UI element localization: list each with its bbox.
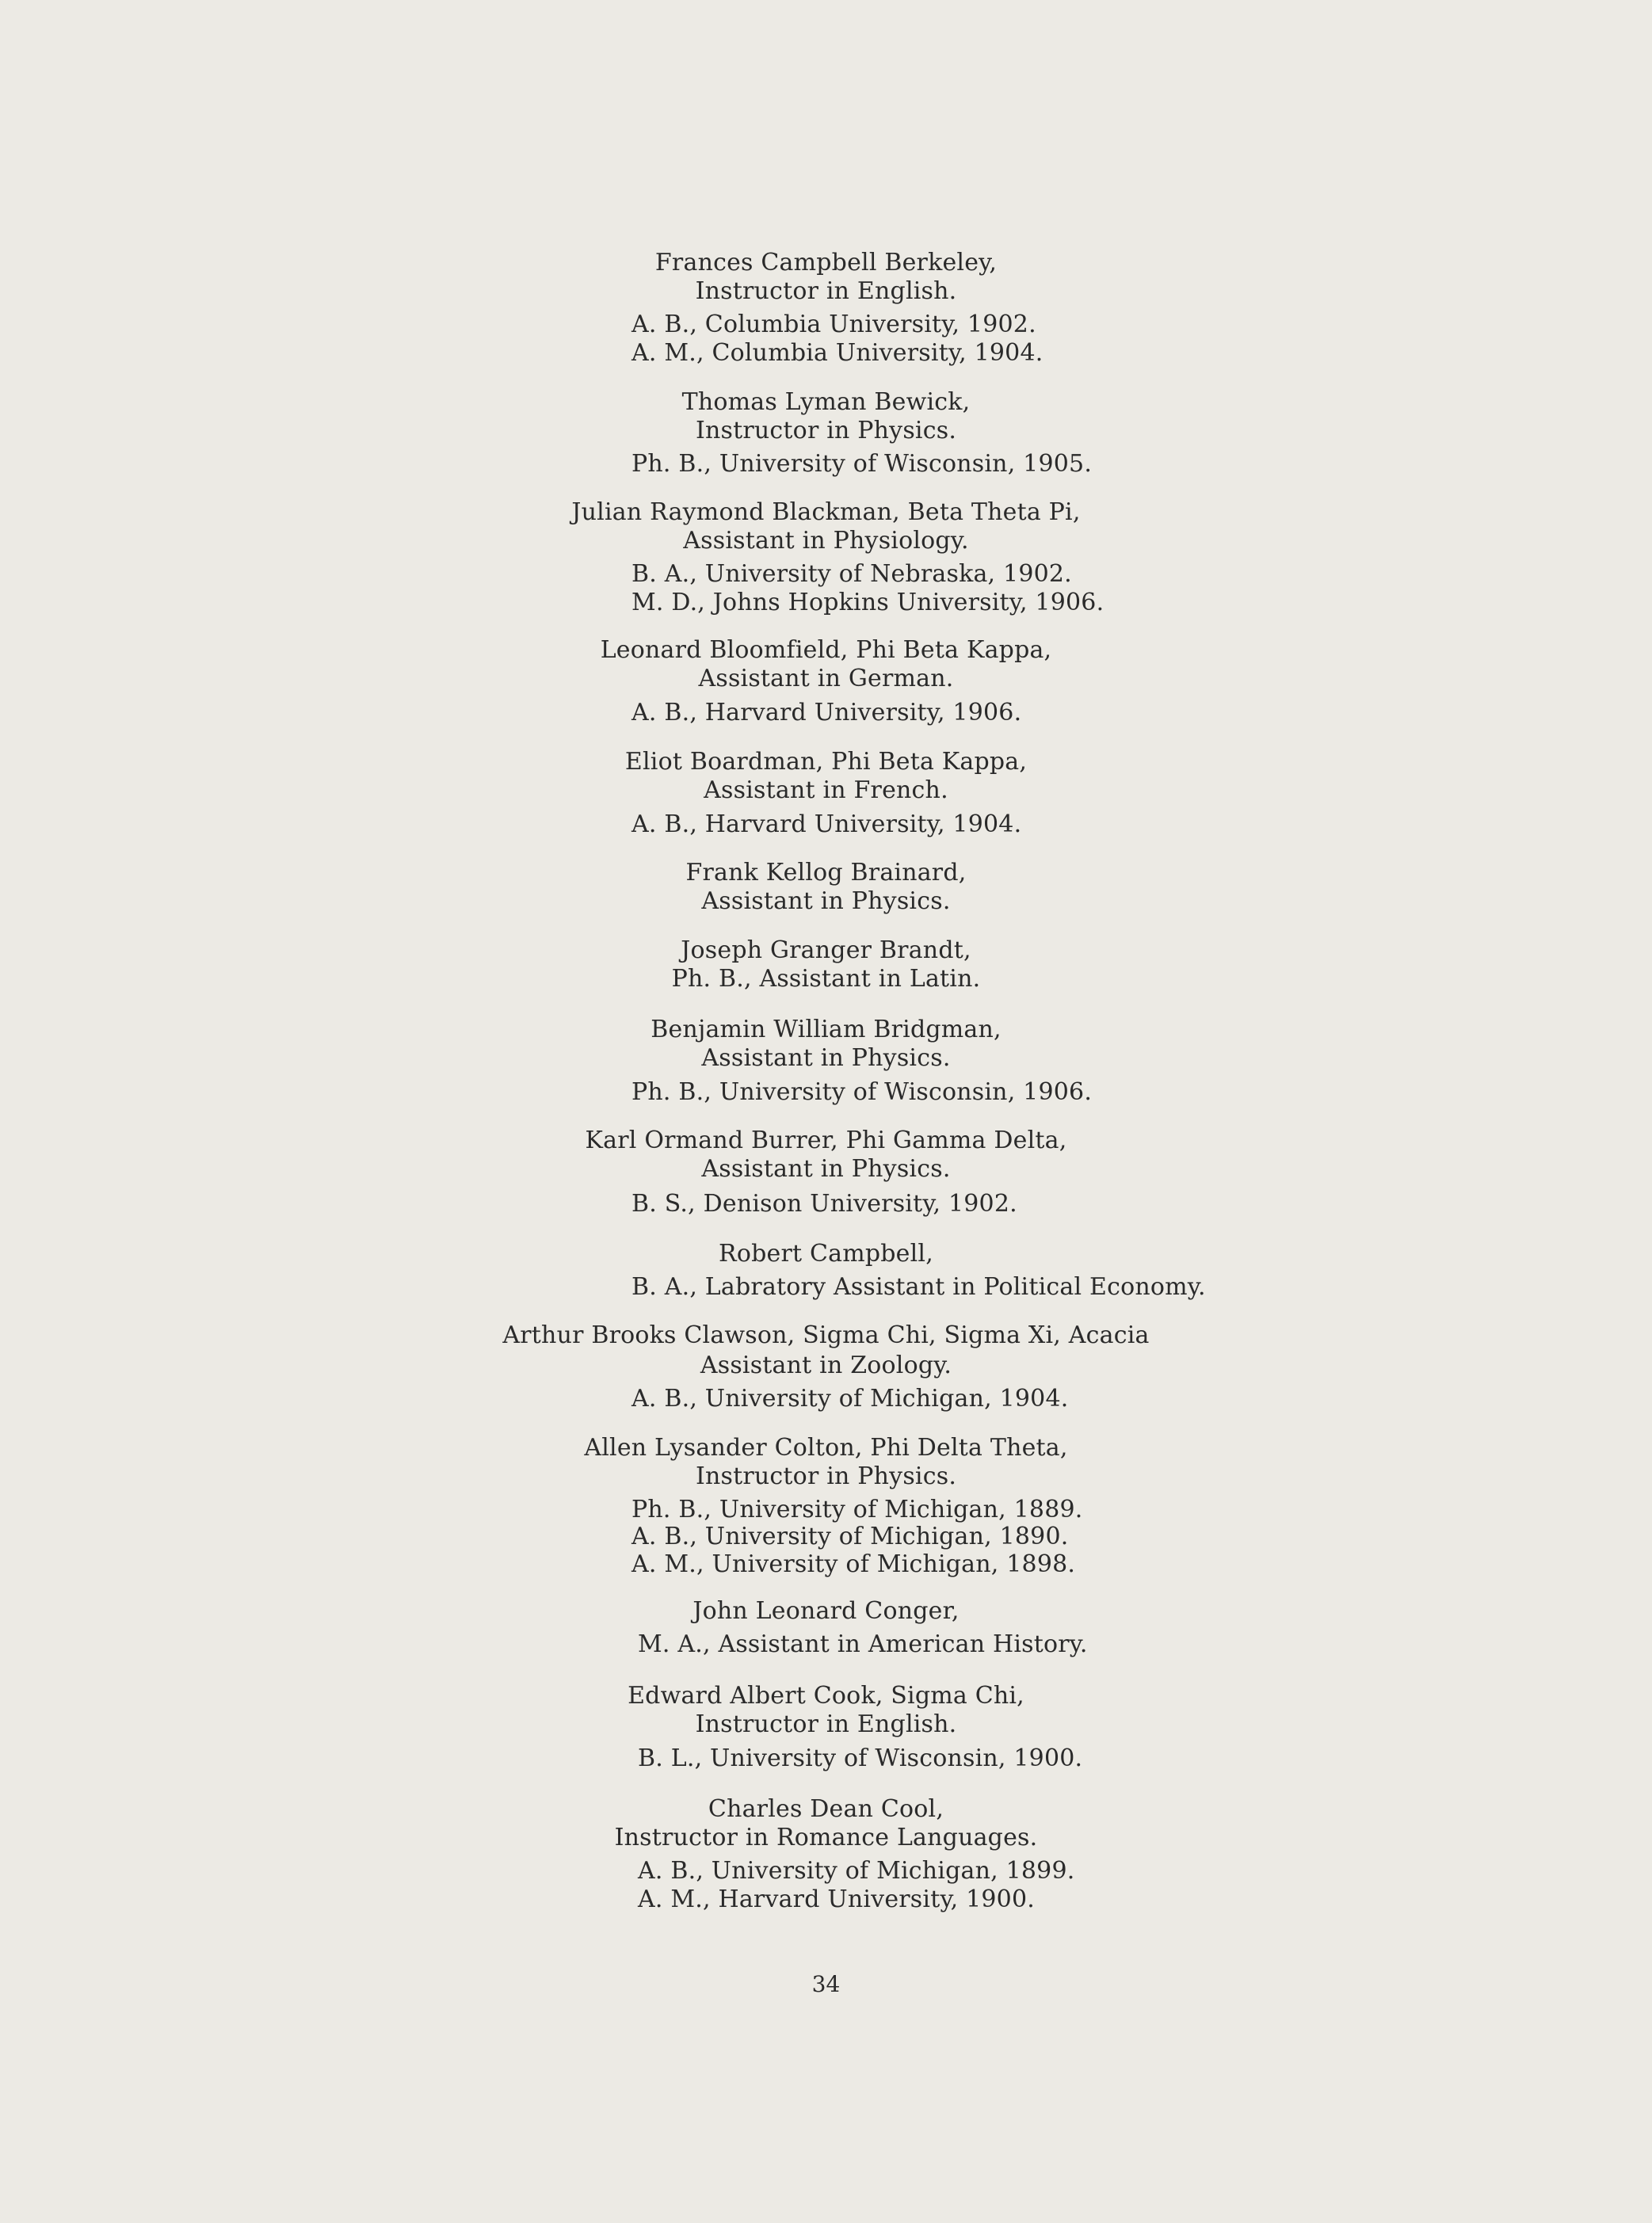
entry-degree: A. B., University of Michigan, 1899. (638, 1857, 1075, 1885)
entry-degree: Ph. B., University of Wisconsin, 1906. (631, 1078, 1093, 1106)
entry-name: Eliot Boardman, Phi Beta Kappa, (624, 748, 1028, 776)
entry-degree: M. D., Johns Hopkins University, 1906. (631, 589, 1105, 616)
entry-degree: B. A., Labratory Assistant in Political Economy. (631, 1273, 1206, 1301)
entry-name: Frank Kellog Brainard, (685, 859, 967, 887)
entry-degree: A. M., Harvard University, 1900. (638, 1886, 1035, 1913)
entry-position: Assistant in Zoology. (700, 1352, 952, 1379)
entry-degree: A. B., University of Michigan, 1904. (631, 1385, 1069, 1413)
entry-name: Allen Lysander Colton, Phi Delta Theta, (584, 1434, 1068, 1462)
entry-degree: A. M., Columbia University, 1904. (631, 339, 1043, 367)
entry-name: Frances Campbell Berkeley, (654, 249, 998, 276)
entry-position: Assistant in Physics. (701, 1044, 951, 1072)
entry-name: Edward Albert Cook, Sigma Chi, (628, 1682, 1024, 1710)
entry-degree: A. B., Columbia University, 1902. (631, 311, 1036, 338)
entry-degree: A. B., Harvard University, 1906. (631, 699, 1022, 726)
entry-name: Leonard Bloomfield, Phi Beta Kappa, (600, 636, 1052, 664)
entry-position: Assistant in Physiology. (683, 527, 969, 555)
entry-position: Instructor in English. (695, 277, 957, 305)
entry-name: Robert Campbell, (719, 1240, 933, 1268)
entry-position: Instructor in Physics. (695, 417, 957, 444)
entry-degree: A. B., University of Michigan, 1890. (631, 1523, 1069, 1550)
entry-position: Assistant in French. (704, 776, 948, 804)
entry-name: Benjamin William Bridgman, (650, 1016, 1002, 1043)
entry-position: Instructor in English. (695, 1710, 957, 1738)
entry-name: John Leonard Conger, (692, 1597, 960, 1625)
entry-name: Charles Dean Cool, (708, 1795, 944, 1823)
entry-position: Ph. B., Assistant in Latin. (671, 965, 981, 993)
entry-degree: A. M., University of Michigan, 1898. (631, 1550, 1076, 1578)
entry-position: Assistant in German. (698, 665, 954, 692)
entry-name: Joseph Granger Brandt, (681, 936, 971, 964)
entry-degree: M. A., Assistant in American History. (638, 1630, 1088, 1658)
entry-degree: A. B., Harvard University, 1904. (631, 810, 1022, 838)
entry-degree: B. S., Denison University, 1902. (631, 1190, 1017, 1218)
entry-name: Thomas Lyman Bewick, (681, 388, 971, 416)
entry-position: Instructor in Romance Languages. (614, 1824, 1038, 1851)
entry-position: Assistant in Physics. (701, 887, 951, 915)
page-number: 34 (811, 1971, 841, 1997)
entry-name: Karl Ormand Burrer, Phi Gamma Delta, (585, 1127, 1067, 1154)
entry-position: Instructor in Physics. (695, 1462, 957, 1490)
entry-position: Assistant in Physics. (701, 1155, 951, 1183)
entry-degree: B. L., University of Wisconsin, 1900. (638, 1744, 1083, 1772)
entry-degree: Ph. B., University of Wisconsin, 1905. (631, 450, 1093, 478)
entry-name: Julian Raymond Blackman, Beta Theta Pi, (571, 498, 1081, 526)
entry-degree: Ph. B., University of Michigan, 1889. (631, 1496, 1083, 1523)
entry-degree: B. A., University of Nebraska, 1902. (631, 560, 1072, 588)
entry-name: Arthur Brooks Clawson, Sigma Chi, Sigma Xi, Acacia (502, 1321, 1150, 1349)
